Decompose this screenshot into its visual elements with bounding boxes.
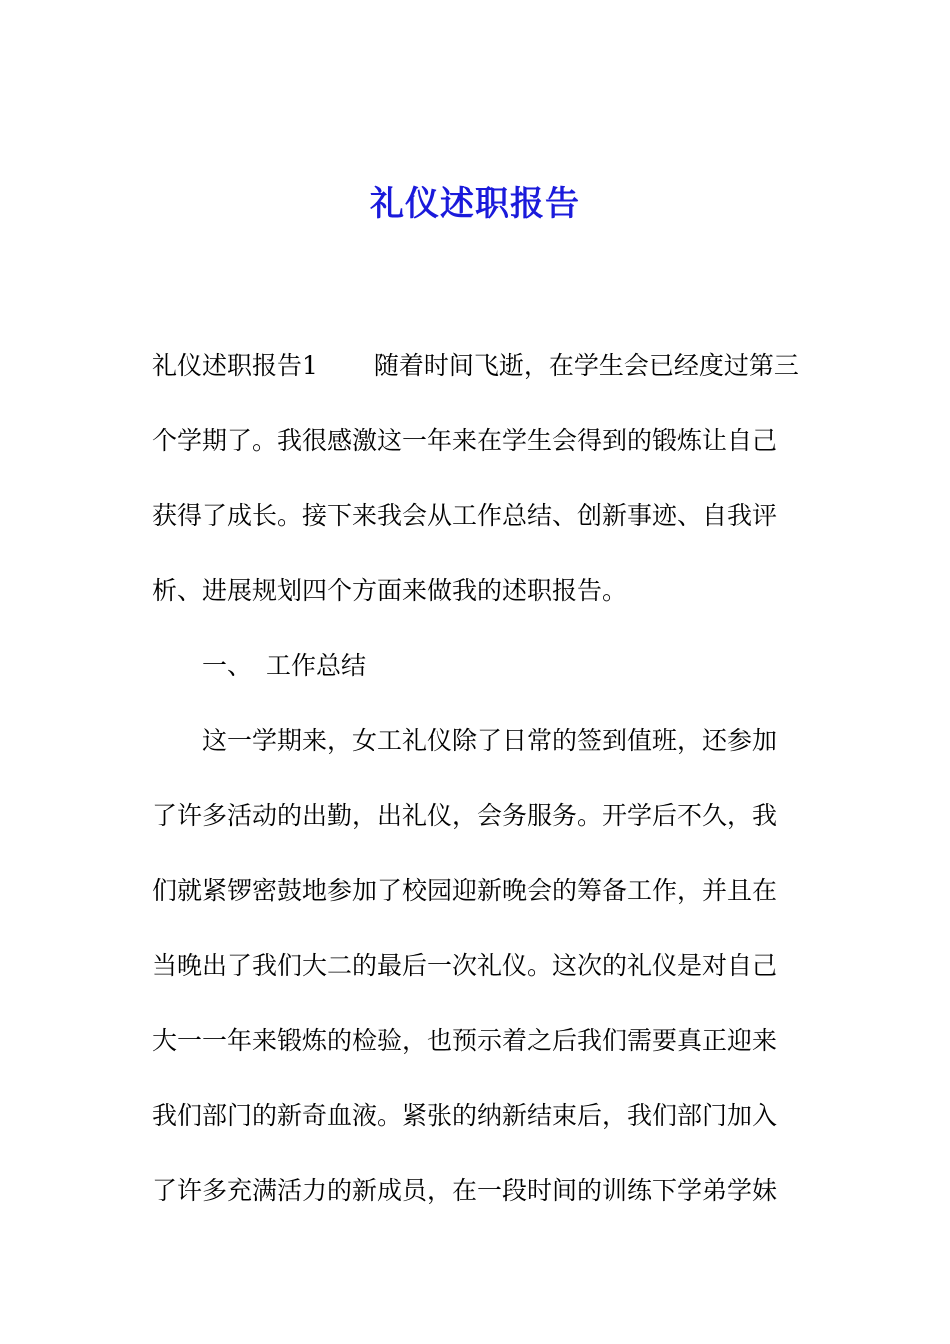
- intro-line-4: 析、进展规划四个方面来做我的述职报告。: [152, 576, 628, 605]
- intro-text-1: 随着时间飞逝，在学生会已经度过第三: [373, 351, 799, 380]
- document-body: [152, 328, 812, 1228]
- paragraph-line-7: 了许多充满活力的新成员，在一段时间的训练下学弟学妹: [152, 1176, 778, 1205]
- paragraph-line-1: 这一学期来，女工礼仪除了日常的签到值班，还参加: [202, 726, 778, 755]
- heading-text: 工作总结: [266, 651, 367, 680]
- intro-line-3: 获得了成长。接下来我会从工作总结、创新事迹、自我评: [152, 501, 778, 530]
- section-heading: [152, 628, 812, 703]
- document-title: 礼仪述职报告: [370, 184, 580, 224]
- section-label: 礼仪述职报告1: [152, 351, 318, 380]
- paragraph-line-6: 我们部门的新奇血液。紧张的纳新结束后，我们部门加入: [152, 1101, 778, 1130]
- paragraph-line-5: 大一一年来锻炼的检验，也预示着之后我们需要真正迎来: [152, 1026, 778, 1055]
- heading-number: 一、: [202, 651, 253, 680]
- intro-line-2: 个学期了。我很感激这一年来在学生会得到的锻炼让自己: [152, 426, 778, 455]
- intro-line-1: [152, 328, 812, 403]
- paragraph-line-2: 了许多活动的出勤，出礼仪，会务服务。开学后不久，我: [152, 801, 778, 830]
- paragraph-line-4: 当晚出了我们大二的最后一次礼仪。这次的礼仪是对自己: [152, 951, 778, 980]
- paragraph-line-3: 们就紧锣密鼓地参加了校园迎新晚会的筹备工作，并且在: [152, 876, 778, 905]
